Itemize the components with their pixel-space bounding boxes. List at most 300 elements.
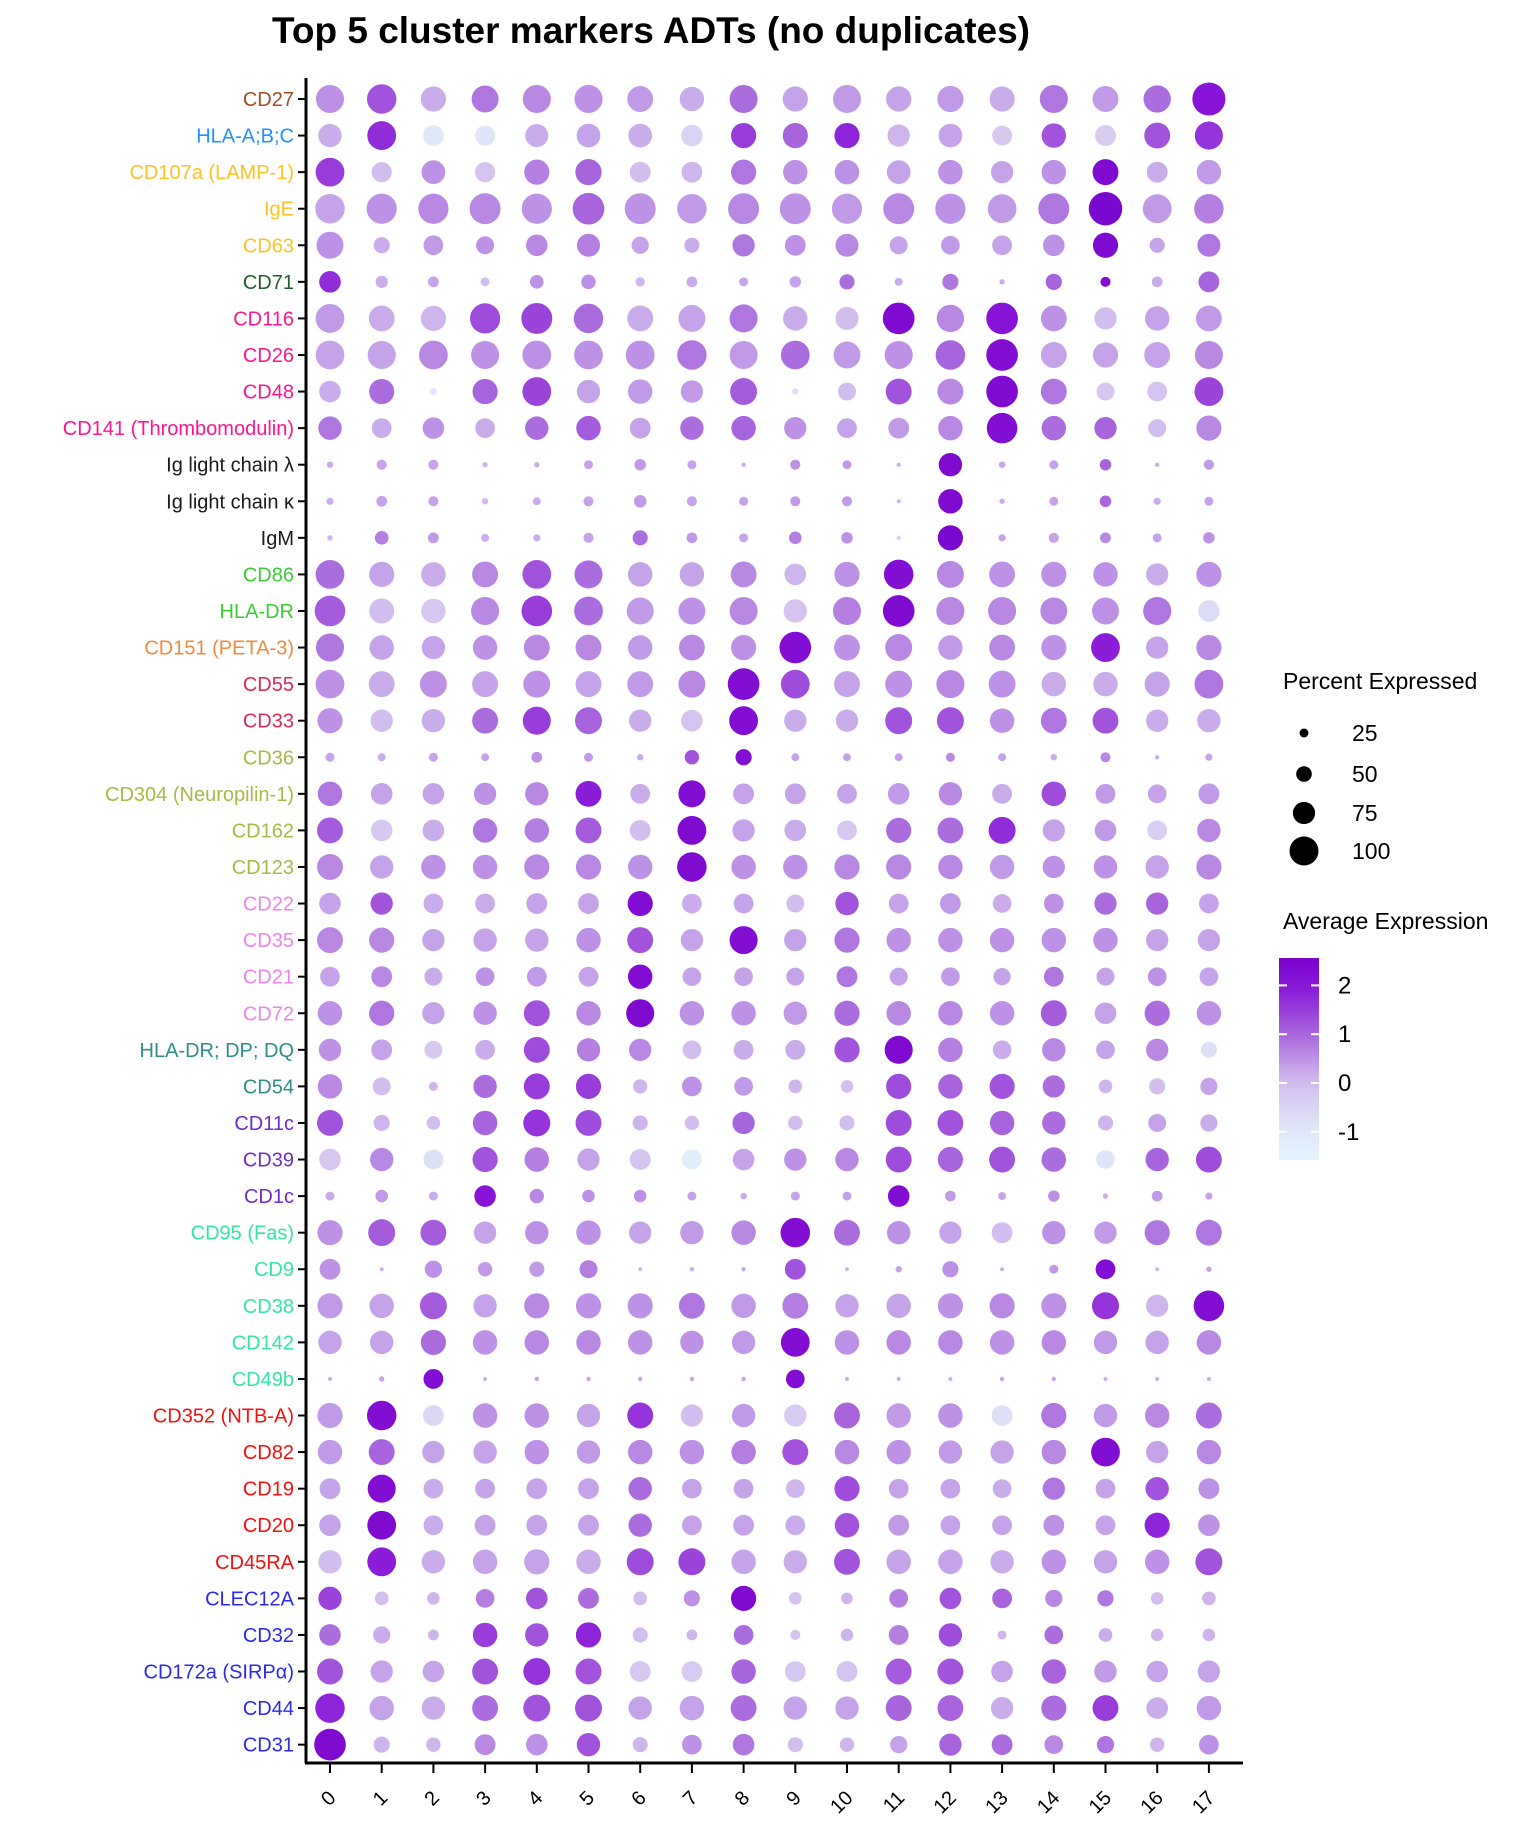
dot [1052, 1377, 1056, 1381]
dot [836, 710, 858, 732]
dot [1092, 597, 1119, 624]
dot [939, 124, 963, 148]
dot [369, 671, 395, 697]
dot [1155, 463, 1159, 467]
dot [840, 1737, 854, 1751]
dot [732, 1331, 755, 1354]
dot [483, 1377, 487, 1381]
dot [628, 1330, 652, 1354]
dot [1196, 1403, 1222, 1429]
row-label: CD19 [242, 1478, 294, 1501]
x-axis-label: 14 [1033, 1786, 1065, 1819]
dot [367, 1401, 397, 1431]
dot [577, 234, 600, 257]
dot [731, 1695, 757, 1721]
dot-row [314, 1729, 1219, 1761]
dot [1146, 1331, 1169, 1354]
dot [1103, 1193, 1108, 1198]
percent-legend-dot [1293, 802, 1315, 824]
dot [1195, 670, 1224, 699]
dot [1145, 672, 1170, 697]
dot [883, 303, 915, 335]
dot [784, 417, 806, 439]
dot [990, 1550, 1013, 1573]
dot [317, 1110, 343, 1136]
x-axis-label: 11 [878, 1786, 910, 1818]
dot [784, 710, 806, 732]
dot [843, 1192, 852, 1201]
dot [525, 124, 548, 147]
dot [422, 1550, 445, 1573]
expression-colorbar [1279, 958, 1319, 1160]
dot [576, 928, 600, 952]
row-label: HLA-A;B;C [196, 125, 294, 148]
dot [1148, 967, 1167, 986]
dot [1154, 498, 1161, 505]
dot [530, 1189, 544, 1203]
dot [783, 160, 807, 184]
dot [1093, 672, 1117, 696]
dot [1096, 1150, 1115, 1169]
dot [729, 706, 758, 735]
dot [524, 1549, 549, 1574]
dot [781, 1218, 811, 1248]
dot [1145, 306, 1169, 330]
dot [525, 416, 548, 439]
dot [316, 341, 345, 370]
dot [845, 1267, 849, 1271]
dot [937, 707, 964, 734]
dot [317, 1293, 342, 1318]
dot [834, 854, 859, 879]
dot [678, 597, 705, 624]
dot [627, 927, 653, 953]
dot [1092, 1292, 1119, 1319]
dot [422, 160, 446, 184]
dot [834, 1220, 860, 1246]
dot [1197, 709, 1220, 732]
dot [728, 668, 760, 700]
dot [428, 1630, 439, 1641]
dot [475, 1040, 495, 1060]
dot [1146, 1295, 1168, 1317]
dot [741, 1377, 745, 1381]
dot [1097, 968, 1115, 986]
dot [1093, 342, 1118, 367]
dot [369, 305, 395, 331]
dot [318, 1440, 342, 1464]
dot [835, 1148, 858, 1171]
dot [522, 194, 552, 224]
x-axis-label: 15 [1084, 1786, 1117, 1819]
dot [316, 304, 345, 333]
dot [422, 929, 444, 951]
dot [1204, 497, 1213, 506]
dot [1041, 635, 1066, 660]
dot [424, 1515, 444, 1535]
row-label: CD142 [231, 1332, 294, 1355]
dot [730, 597, 758, 625]
colorbar-tick-label: -1 [1338, 1118, 1360, 1146]
row-label: CD123 [231, 856, 294, 879]
dot [835, 1696, 858, 1719]
dot [790, 1630, 800, 1640]
dot [687, 1192, 696, 1201]
dot [1147, 382, 1167, 402]
dot [682, 1735, 702, 1755]
dot [627, 1403, 653, 1429]
row-label: CLEC12A [205, 1588, 294, 1611]
dot [990, 1293, 1015, 1318]
dot [583, 496, 593, 506]
dot [687, 1630, 698, 1641]
dot [422, 1696, 445, 1719]
dot [1198, 271, 1219, 292]
dot [369, 928, 394, 953]
dot [316, 85, 344, 113]
dot [1100, 459, 1112, 471]
dot [938, 416, 962, 440]
dot [636, 277, 645, 286]
dot [634, 495, 647, 508]
dot [371, 710, 393, 732]
dot [316, 158, 345, 187]
dot [328, 1377, 332, 1381]
dot [1207, 1377, 1211, 1381]
dot [1000, 1267, 1004, 1271]
dot [630, 162, 651, 183]
dot [379, 1376, 384, 1381]
dot [421, 86, 446, 111]
row-label: CD35 [242, 930, 294, 953]
dot [630, 418, 651, 439]
dot [1095, 125, 1116, 146]
dot [990, 928, 1014, 952]
dot-row [317, 706, 1220, 735]
dot [990, 86, 1015, 111]
dot [888, 124, 910, 146]
dot [783, 855, 807, 879]
dot [1145, 1403, 1169, 1427]
dot [739, 277, 748, 286]
dot [424, 1150, 444, 1170]
dot [470, 303, 500, 333]
dot [317, 927, 343, 953]
dot [1196, 305, 1222, 331]
dot [421, 562, 445, 586]
dot [835, 1330, 859, 1354]
dot [730, 304, 758, 332]
dot [1043, 856, 1065, 878]
dot [938, 1147, 963, 1172]
dot [377, 460, 387, 470]
dot [1042, 782, 1066, 806]
dot [992, 1588, 1012, 1608]
dot [318, 1587, 341, 1610]
dot [420, 1292, 447, 1319]
row-label: CD352 (NTB-A) [152, 1405, 294, 1428]
dot [1192, 82, 1225, 115]
dot [633, 1737, 648, 1752]
dot [1143, 194, 1172, 223]
dot [428, 532, 439, 543]
dot [1048, 1190, 1060, 1202]
dot [482, 462, 487, 467]
dot [319, 1624, 341, 1646]
dot [991, 161, 1013, 183]
dot [374, 237, 390, 253]
dot [895, 278, 903, 286]
dot [578, 893, 599, 914]
dot [681, 125, 703, 147]
dot [834, 562, 859, 587]
dot [734, 1479, 754, 1499]
dot [834, 1549, 860, 1575]
dot [524, 635, 550, 661]
dot [376, 496, 387, 507]
dot [476, 236, 494, 254]
dot [940, 1588, 962, 1610]
dot [890, 236, 908, 254]
x-axis-label: 6 [627, 1786, 651, 1811]
dot [886, 379, 912, 405]
dot [628, 855, 652, 879]
dot [473, 379, 498, 404]
dot-row [317, 1401, 1221, 1431]
dot [577, 1404, 600, 1427]
dot [988, 194, 1017, 223]
dot-row [318, 1586, 1215, 1611]
dot [1203, 532, 1215, 544]
dot [369, 1439, 395, 1465]
dot [628, 1440, 652, 1464]
dot [786, 1370, 805, 1389]
dot [784, 929, 806, 951]
dot [629, 1477, 652, 1500]
dot [1197, 1440, 1221, 1464]
dot [680, 1696, 704, 1720]
dot [523, 1109, 550, 1136]
dot [474, 783, 496, 805]
dot [837, 418, 857, 438]
dot [1041, 342, 1067, 368]
dot [886, 1659, 912, 1685]
dot [839, 1115, 854, 1130]
dot [677, 194, 707, 224]
dot [576, 416, 600, 440]
dot [1051, 754, 1057, 760]
dot [524, 1293, 549, 1318]
dot [1096, 1040, 1115, 1059]
dot [524, 1037, 550, 1063]
dot [421, 306, 446, 331]
dot [1093, 159, 1119, 185]
dot [526, 1734, 548, 1756]
row-label: CD39 [242, 1149, 294, 1172]
dot [991, 1661, 1013, 1683]
dot [1040, 597, 1067, 624]
dot [1146, 563, 1168, 585]
dot-row [320, 964, 1218, 988]
dot [1089, 192, 1122, 225]
dot [895, 1266, 901, 1272]
dot [1091, 1438, 1120, 1467]
row-label: CD72 [242, 1003, 294, 1026]
dot [834, 1403, 860, 1429]
dot [883, 595, 915, 627]
dot-row [318, 413, 1221, 444]
dot-row [326, 1185, 1213, 1207]
dot [786, 895, 804, 913]
dot [886, 1294, 910, 1318]
dot [785, 1515, 805, 1535]
x-axis-label: 0 [317, 1786, 341, 1811]
dot [938, 1293, 963, 1318]
dot [1093, 233, 1118, 258]
dot [680, 1221, 703, 1244]
dot [1043, 1515, 1064, 1536]
dot [731, 1440, 755, 1464]
dot [584, 460, 593, 469]
dot [423, 820, 445, 842]
dot [992, 1405, 1013, 1426]
dot [842, 496, 852, 506]
dot [939, 453, 962, 476]
dot [318, 124, 341, 147]
dot [314, 1729, 346, 1761]
row-label: CD22 [242, 893, 294, 916]
dot-row [315, 595, 1220, 627]
dot [317, 1659, 343, 1685]
dot-row [317, 1291, 1224, 1322]
dot [1199, 1735, 1219, 1755]
dot [473, 1111, 497, 1135]
dot [941, 1479, 961, 1499]
x-axis-label: 17 [1188, 1786, 1220, 1819]
dot-row [319, 1036, 1217, 1064]
dot [781, 341, 810, 370]
dot [990, 1001, 1014, 1025]
dot [1043, 819, 1065, 841]
dot [682, 894, 702, 914]
dot [790, 276, 802, 288]
dot [939, 1733, 961, 1755]
dot [1094, 1550, 1117, 1573]
row-label: CD162 [231, 820, 294, 843]
dot [682, 1515, 702, 1535]
dot [627, 597, 654, 624]
dot [627, 1548, 654, 1575]
dot [472, 708, 498, 734]
dot [374, 1737, 390, 1753]
dot [731, 160, 756, 185]
dot [533, 534, 540, 541]
dot [1204, 460, 1214, 470]
dot [481, 277, 490, 286]
dot [732, 234, 754, 256]
dot [989, 671, 1016, 698]
dot [680, 1331, 703, 1354]
row-label: CD172a (SIRPα) [143, 1661, 294, 1684]
dot [1198, 1478, 1219, 1499]
dot [1150, 1737, 1164, 1751]
dot [423, 783, 445, 805]
dot [1094, 1331, 1117, 1354]
row-label: CD32 [242, 1624, 294, 1647]
dot [681, 929, 703, 951]
x-axis-label: 5 [575, 1786, 600, 1811]
dot [938, 1001, 962, 1025]
dot [419, 341, 448, 370]
dot [576, 817, 602, 843]
dot [1093, 708, 1119, 734]
dot [938, 635, 962, 659]
row-label: HLA-DR; DP; DQ [139, 1039, 294, 1062]
dot [834, 1476, 859, 1501]
dot [628, 964, 652, 988]
dot [678, 671, 705, 698]
dot [942, 274, 958, 290]
dot [782, 1293, 808, 1319]
dot [834, 1037, 859, 1062]
dot [525, 1147, 549, 1171]
dot [1197, 819, 1220, 842]
dot [679, 635, 705, 661]
dot [1195, 341, 1223, 369]
dot [885, 341, 913, 369]
dot [1148, 784, 1167, 803]
dot [741, 463, 745, 467]
dot [791, 1192, 800, 1201]
dot [1198, 783, 1219, 804]
dot [733, 1515, 754, 1536]
x-axis-label: 16 [1136, 1786, 1168, 1819]
dot [423, 1405, 444, 1426]
dot [316, 560, 345, 589]
dot [522, 377, 551, 406]
dot [682, 1150, 702, 1170]
dot [1153, 533, 1162, 542]
dot [835, 234, 858, 257]
percent-legend-value: 100 [1352, 838, 1391, 864]
dot [626, 999, 654, 1027]
dot [473, 1075, 496, 1098]
dot [835, 892, 858, 915]
dot [685, 750, 699, 764]
dot [424, 1041, 442, 1059]
dot [418, 194, 448, 224]
dot [1095, 1002, 1117, 1024]
dot [834, 341, 861, 368]
dot [1147, 162, 1168, 183]
dot [1194, 1291, 1225, 1322]
dot [534, 462, 539, 467]
dot [989, 1147, 1015, 1173]
dot [1042, 1550, 1066, 1574]
dot [784, 1404, 806, 1426]
dot [1100, 277, 1110, 287]
dot [1096, 1515, 1116, 1535]
dot [629, 1696, 652, 1719]
dot [937, 305, 964, 332]
dot [373, 1626, 390, 1643]
dot [318, 1550, 341, 1573]
dot [530, 275, 544, 289]
dot [524, 1073, 550, 1099]
dot [521, 303, 552, 334]
dot [380, 1267, 384, 1271]
dot [474, 1222, 496, 1244]
